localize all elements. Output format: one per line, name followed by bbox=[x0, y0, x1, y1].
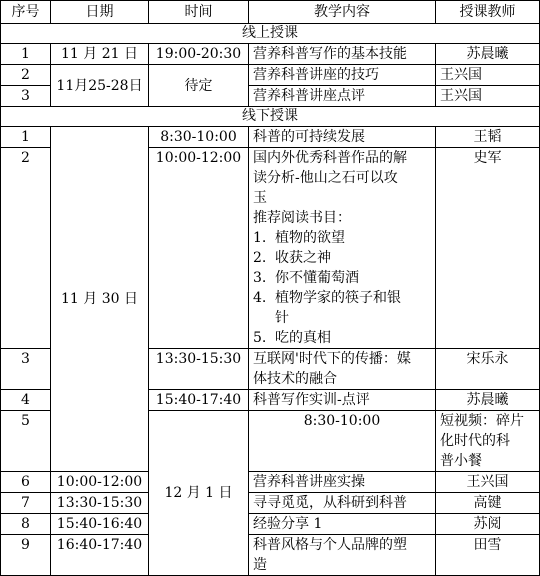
row-time: 19:00-20:30 bbox=[149, 44, 249, 65]
book-title: 吃的真相 bbox=[275, 330, 331, 346]
content-line: 短视频：碎片化时代的科 bbox=[440, 413, 524, 449]
row-teacher: 王兴国 bbox=[436, 65, 540, 86]
book-title: 收获之神 bbox=[275, 250, 331, 266]
book-number: 2. bbox=[253, 250, 267, 266]
content-line: 读分析-他山之石可以攻 bbox=[253, 170, 398, 186]
header-teacher: 授课教师 bbox=[436, 1, 540, 24]
table-row bbox=[1, 65, 540, 86]
table-row bbox=[1, 127, 540, 148]
section-offline-row bbox=[1, 107, 540, 127]
row-content bbox=[249, 349, 436, 390]
book-item bbox=[253, 268, 431, 288]
row-time: 8:30-10:00 bbox=[249, 411, 436, 472]
row-teacher: 苏晨曦 bbox=[436, 390, 540, 411]
row-content: 经验分享 1 bbox=[249, 514, 436, 535]
row-teacher: 苏晨曦 bbox=[436, 44, 540, 65]
row-content: 营养科普讲座点评 bbox=[249, 86, 436, 107]
row-teacher: 王兴国 bbox=[436, 86, 540, 107]
merged-time-online: 待定 bbox=[149, 65, 249, 107]
book-item bbox=[253, 228, 431, 248]
book-title: 你不懂葡萄酒 bbox=[275, 270, 359, 286]
row-no: 2 bbox=[1, 148, 51, 349]
row-no: 1 bbox=[1, 44, 51, 65]
book-number: 4. bbox=[253, 290, 267, 306]
row-teacher: 苏阅 bbox=[436, 514, 540, 535]
row-teacher: 宋乐永 bbox=[436, 349, 540, 390]
row-no: 5 bbox=[1, 411, 51, 472]
row-content bbox=[249, 148, 436, 349]
row-content bbox=[436, 411, 540, 472]
row-content: 寻寻觅觅，从科研到科普 bbox=[249, 493, 436, 514]
row-content bbox=[249, 535, 436, 576]
row-time: 8:30-10:00 bbox=[149, 127, 249, 148]
content-line: 玉 bbox=[253, 190, 267, 206]
merged-date-online: 11月25-28日 bbox=[51, 65, 149, 107]
header-date: 日期 bbox=[51, 1, 149, 24]
row-date: 11 月 21 日 bbox=[51, 44, 149, 65]
book-title: 针 bbox=[275, 310, 289, 326]
row-no: 3 bbox=[1, 349, 51, 390]
row-time: 15:40-16:40 bbox=[51, 514, 149, 535]
content-line: 互联网'时代下的传播：媒 bbox=[253, 351, 411, 367]
row-content: 营养科普讲座实操 bbox=[249, 472, 436, 493]
header-time: 时间 bbox=[149, 1, 249, 24]
book-number: 3. bbox=[253, 270, 267, 286]
table-row bbox=[1, 44, 540, 65]
row-teacher: 王韬 bbox=[436, 127, 540, 148]
row-time: 15:40-17:40 bbox=[149, 390, 249, 411]
header-row bbox=[1, 1, 540, 24]
row-no: 2 bbox=[1, 65, 51, 86]
row-time: 16:40-17:40 bbox=[51, 535, 149, 576]
table-row bbox=[1, 493, 540, 514]
row-no: 8 bbox=[1, 514, 51, 535]
row-time: 13:30-15:30 bbox=[51, 493, 149, 514]
row-teacher: 王兴国 bbox=[436, 472, 540, 493]
content-line: 推荐阅读书目： bbox=[253, 210, 351, 226]
book-number: 5. bbox=[253, 330, 267, 346]
row-time: 10:00-12:00 bbox=[149, 148, 249, 349]
row-teacher: 史军 bbox=[436, 148, 540, 349]
row-no: 1 bbox=[1, 127, 51, 148]
header-content: 教学内容 bbox=[249, 1, 436, 24]
content-line: 普小餐 bbox=[440, 453, 482, 469]
table-row bbox=[1, 472, 540, 493]
merged-date-nov30: 11 月 30 日 bbox=[51, 127, 149, 472]
row-content: 科普写作实训-点评 bbox=[249, 390, 436, 411]
row-no: 4 bbox=[1, 390, 51, 411]
section-online-row bbox=[1, 24, 540, 44]
content-line: 国内外优秀科普作品的解 bbox=[253, 150, 407, 166]
section-offline: 线下授课 bbox=[1, 107, 540, 127]
content-line: 科普风格与个人品牌的塑 bbox=[253, 537, 407, 553]
header-no: 序号 bbox=[1, 1, 51, 24]
row-time: 13:30-15:30 bbox=[149, 349, 249, 390]
row-teacher: 田雪 bbox=[436, 535, 540, 576]
book-item bbox=[253, 288, 431, 308]
row-content: 科普的可持续发展 bbox=[249, 127, 436, 148]
row-no: 7 bbox=[1, 493, 51, 514]
book-item bbox=[253, 308, 431, 328]
book-title: 植物学家的筷子和银 bbox=[275, 290, 401, 306]
row-no: 3 bbox=[1, 86, 51, 107]
row-content: 营养科普写作的基本技能 bbox=[249, 44, 436, 65]
row-no: 9 bbox=[1, 535, 51, 576]
section-online: 线上授课 bbox=[1, 24, 540, 44]
table-row bbox=[1, 514, 540, 535]
book-item bbox=[253, 328, 431, 348]
row-no: 6 bbox=[1, 472, 51, 493]
book-number: 1. bbox=[253, 230, 267, 246]
row-time: 10:00-12:00 bbox=[51, 472, 149, 493]
table-row bbox=[1, 535, 540, 576]
content-line: 造 bbox=[253, 557, 267, 573]
row-content: 营养科普讲座的技巧 bbox=[249, 65, 436, 86]
content-line: 体技术的融合 bbox=[253, 371, 337, 387]
book-item bbox=[253, 248, 431, 268]
merged-date-dec1: 12 月 1 日 bbox=[149, 411, 249, 576]
book-title: 植物的欲望 bbox=[275, 230, 345, 246]
row-teacher: 高键 bbox=[436, 493, 540, 514]
